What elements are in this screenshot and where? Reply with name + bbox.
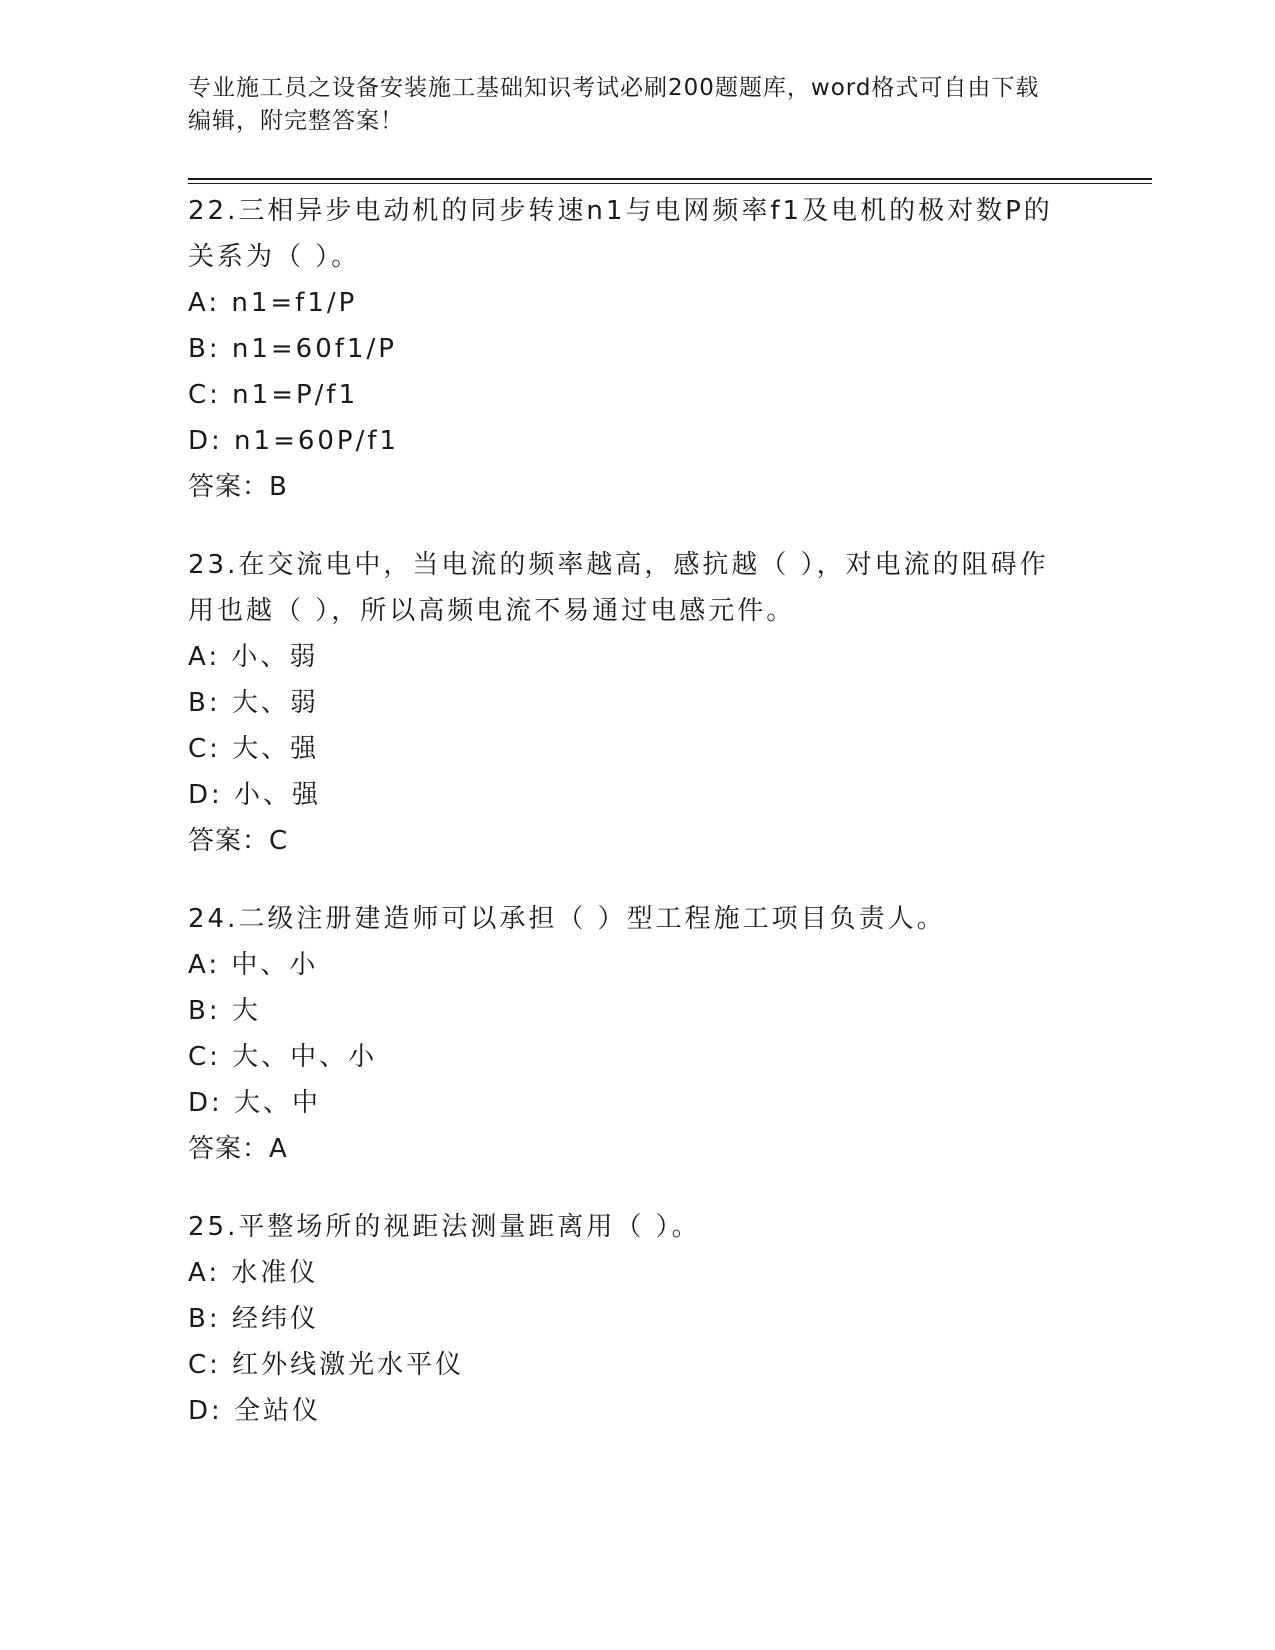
question-stem-continued: 用也越（ ），所以高频电流不易通过电感元件。 (188, 596, 796, 626)
header-line-2: 编辑，附完整答案！ (188, 108, 404, 134)
question-stem-continued: 关系为（ ）。 (188, 242, 361, 272)
question-22 (188, 188, 1088, 510)
option-c: C: 大、中、小 (188, 1042, 378, 1072)
option-b: B: 大、弱 (188, 688, 319, 718)
option-d: D: 全站仪 (188, 1396, 322, 1426)
question-25 (188, 1204, 1088, 1434)
option-c: C: 大、强 (188, 734, 320, 764)
question-list (188, 188, 1088, 1466)
answer-line: 答案：C (188, 826, 289, 856)
option-a: A: n1=f1/P (188, 288, 358, 318)
option-b: B: 经纬仪 (188, 1304, 319, 1334)
option-b: B: 大 (188, 996, 261, 1026)
question-stem: 22.三相异步电动机的同步转速n1与电网频率f1及电机的极对数P的 (188, 196, 1053, 226)
option-a: A: 中、小 (188, 950, 319, 980)
option-d: D: 大、中 (188, 1088, 322, 1118)
answer-line: 答案：A (188, 1134, 288, 1164)
question-stem: 23.在交流电中，当电流的频率越高，感抗越（ ），对电流的阻碍作 (188, 550, 1049, 580)
header-divider-thin (188, 183, 1152, 184)
question-24 (188, 896, 1088, 1172)
document-header (188, 72, 1088, 138)
header-divider-thick (188, 178, 1152, 180)
option-d: D: n1=60P/f1 (188, 426, 400, 456)
question-stem: 25.平整场所的视距法测量距离用（ ）。 (188, 1212, 701, 1242)
question-stem: 24.二级注册建造师可以承担（ ）型工程施工项目负责人。 (188, 904, 946, 934)
option-b: B: n1=60f1/P (188, 334, 397, 364)
option-a: A: 小、弱 (188, 642, 319, 672)
option-c: C: n1=P/f1 (188, 380, 359, 410)
answer-line: 答案：B (188, 472, 288, 502)
option-d: D: 小、强 (188, 780, 322, 810)
question-23 (188, 542, 1088, 864)
option-c: C: 红外线激光水平仪 (188, 1350, 465, 1380)
header-line-1: 专业施工员之设备安装施工基础知识考试必刷200题题库，word格式可自由下载 (188, 75, 1040, 101)
option-a: A: 水准仪 (188, 1258, 319, 1288)
